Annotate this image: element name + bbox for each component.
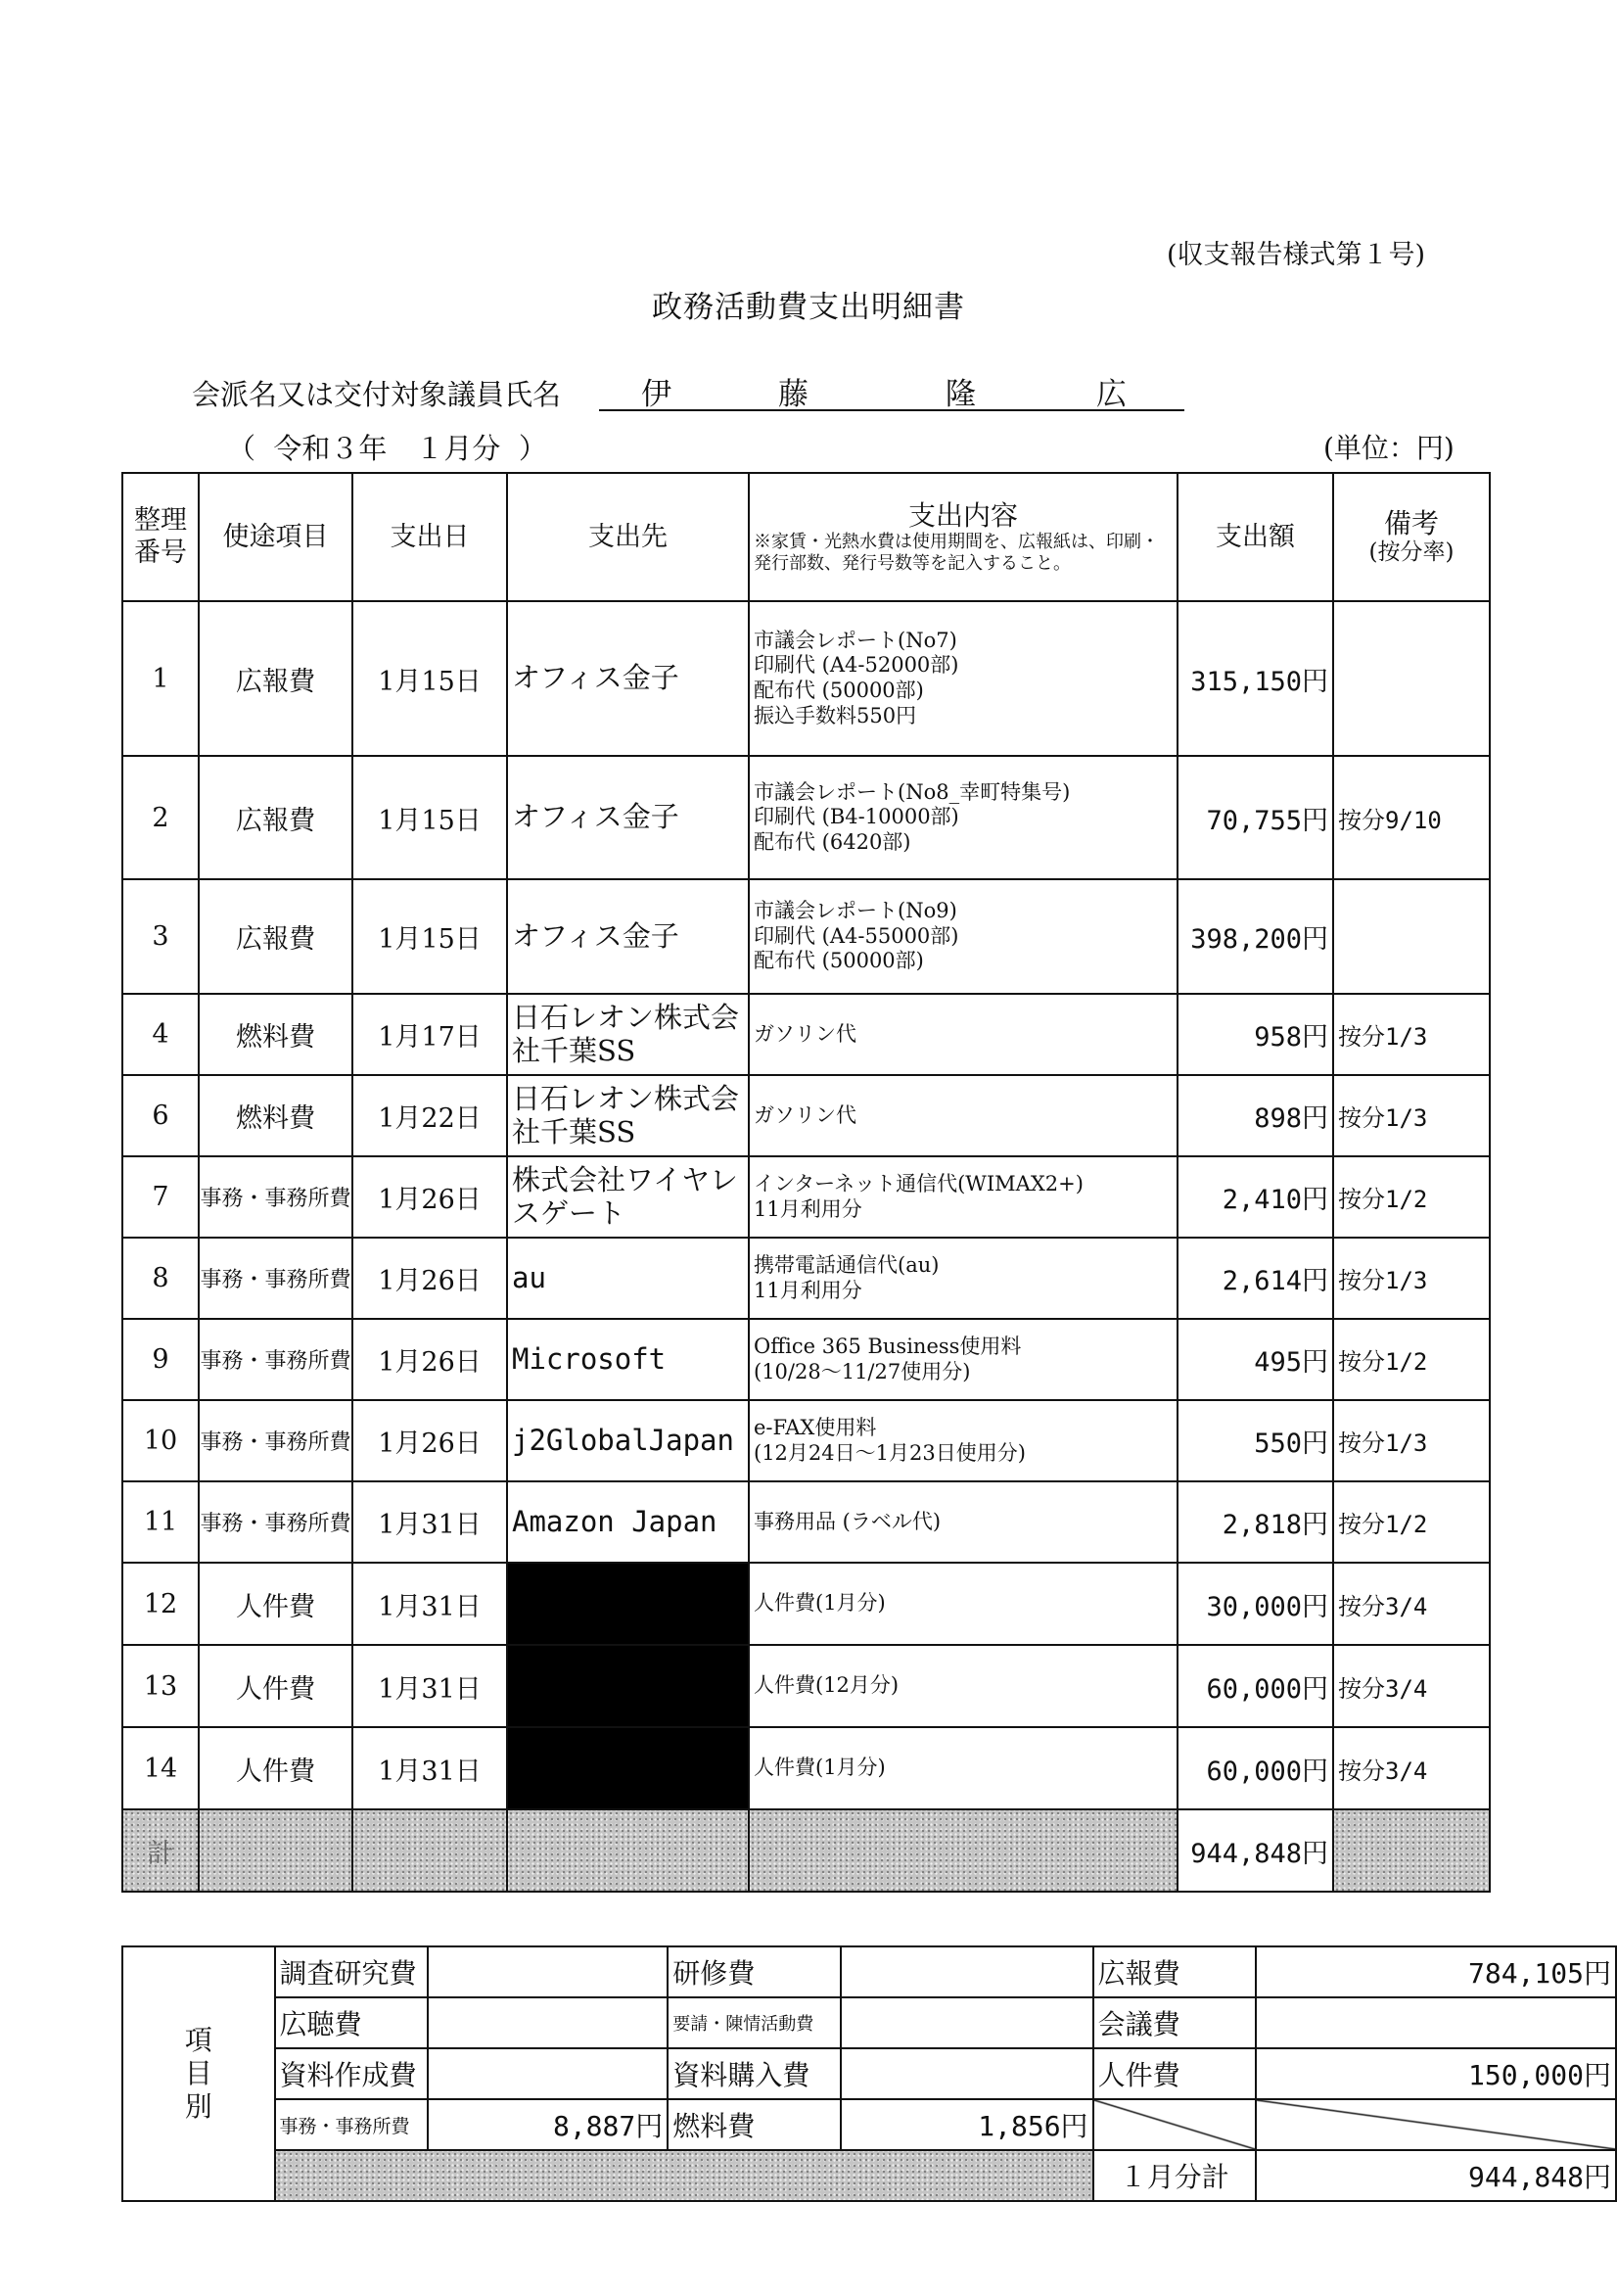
row-content (749, 879, 1178, 994)
summary-label-kouhou: 広報費 (1093, 1946, 1256, 1997)
row-payee: オフィス金子 (507, 879, 749, 994)
table-row (122, 1481, 1490, 1563)
table-row (122, 1238, 1490, 1319)
row-content-line: 配布代 (50000部) (754, 949, 924, 973)
row-date: 1月26日 (352, 1319, 507, 1400)
row-number: 13 (122, 1645, 199, 1727)
summary-value-kaigi (1256, 1997, 1616, 2048)
row-remarks (1333, 601, 1490, 756)
summary-value-kouhou: 784,105円 (1256, 1946, 1616, 1997)
header-remarks-sub: (按分率) (1368, 539, 1455, 566)
header-content-note: ※家賃・光熱水費は使用期間を、広報紙は、印刷・発行部数、発行号数等を記入すること。 (754, 532, 1159, 574)
row-date: 1月15日 (352, 601, 507, 756)
row-remarks: 按分1/2 (1333, 1481, 1490, 1563)
row-remarks: 按分1/2 (1333, 1156, 1490, 1238)
summary-label-chousa: 調査研究費 (275, 1946, 429, 1997)
row-number: 4 (122, 994, 199, 1075)
row-category: 事務・事務所費 (199, 1481, 352, 1563)
row-content-line: 携帯電話通信代(au) (754, 1252, 940, 1277)
row-number: 9 (122, 1319, 199, 1400)
row-payee: オフィス金子 (507, 601, 749, 756)
row-amount: 2,410円 (1178, 1156, 1333, 1238)
table-row (122, 756, 1490, 879)
summary-side-label (122, 1946, 275, 2201)
currency-unit: (単位：円) (1323, 432, 1455, 464)
row-date: 1月31日 (352, 1563, 507, 1645)
row-amount: 70,755円 (1178, 756, 1333, 879)
row-content-line: インターネット通信代(WIMAX2+) (754, 1171, 1084, 1195)
summary-label-shiryou-sakusei: 資料作成費 (275, 2048, 429, 2099)
summary-value-jinken: 150,000円 (1256, 2048, 1616, 2099)
total-row (122, 1809, 1490, 1892)
row-amount: 60,000円 (1178, 1727, 1333, 1809)
row-content-line: 人件費(1月分) (754, 1756, 886, 1780)
row-content-line: e-FAX使用料 (754, 1415, 877, 1439)
summary-side-char: 項 (184, 2023, 212, 2056)
row-remarks: 按分9/10 (1333, 756, 1490, 879)
recipient-name-char: 伊 (641, 377, 671, 412)
row-content-line: 人件費(1月分) (754, 1591, 886, 1616)
table-row (122, 994, 1490, 1075)
row-amount: 550円 (1178, 1400, 1333, 1481)
header-content-title: 支出内容 (907, 498, 1018, 532)
row-payee: j2GlobalJapan (507, 1400, 749, 1481)
header-category: 使途項目 (199, 473, 352, 601)
summary-value-kouchou (428, 1997, 668, 2048)
row-category: 人件費 (199, 1563, 352, 1645)
row-amount: 398,200円 (1178, 879, 1333, 994)
row-content-line: ガソリン代 (754, 1021, 856, 1046)
recipient-label: 会派名又は交付対象議員氏名 (192, 378, 562, 411)
row-content-line: 11月利用分 (754, 1278, 862, 1302)
summary-label-kaigi: 会議費 (1093, 1997, 1256, 2048)
total-shade-cell (352, 1809, 507, 1892)
row-category: 人件費 (199, 1645, 352, 1727)
recipient-name-char: 藤 (778, 377, 808, 412)
summary-month-total-label: １月分計 (1093, 2150, 1256, 2201)
summary-label-jimu: 事務・事務所費 (275, 2099, 429, 2150)
summary-slash-cell (1093, 2099, 1256, 2150)
row-content (749, 601, 1178, 756)
total-shade-cell (199, 1809, 352, 1892)
row-number: 6 (122, 1075, 199, 1156)
row-content-line: 事務用品 (ラベル代) (754, 1509, 942, 1533)
header-payee: 支出先 (507, 473, 749, 601)
row-number: 8 (122, 1238, 199, 1319)
row-date: 1月31日 (352, 1645, 507, 1727)
summary-value-shiryou-kounyu (841, 2048, 1093, 2099)
row-content-line: 印刷代 (A4-52000部) (754, 653, 959, 678)
summary-label-kouchou: 広聴費 (275, 1997, 429, 2048)
row-date: 1月15日 (352, 756, 507, 879)
row-payee-redacted (507, 1727, 749, 1809)
row-content-line: 市議会レポート(No9) (754, 899, 957, 923)
row-content (749, 1400, 1178, 1481)
row-payee: 株式会社ワイヤレスゲート (507, 1156, 749, 1238)
header-remarks (1333, 473, 1490, 601)
row-content (749, 1645, 1178, 1727)
row-category: 広報費 (199, 601, 352, 756)
row-content-line: 配布代 (6420部) (754, 829, 911, 854)
row-category: 事務・事務所費 (199, 1319, 352, 1400)
table-row (122, 1400, 1490, 1481)
row-date: 1月26日 (352, 1156, 507, 1238)
row-date: 1月15日 (352, 879, 507, 994)
row-date: 1月22日 (352, 1075, 507, 1156)
row-amount: 898円 (1178, 1075, 1333, 1156)
row-payee: Microsoft (507, 1319, 749, 1400)
row-content-line: 11月利用分 (754, 1196, 862, 1221)
total-shade-cell (507, 1809, 749, 1892)
row-payee: 日石レオン株式会社千葉SS (507, 994, 749, 1075)
row-number: 11 (122, 1481, 199, 1563)
row-content (749, 1481, 1178, 1563)
table-row (122, 601, 1490, 756)
row-number: 10 (122, 1400, 199, 1481)
row-content-line: 市議会レポート(No7) (754, 628, 957, 652)
header-amount: 支出額 (1178, 473, 1333, 601)
row-content-line: (10/28～11/27使用分) (754, 1359, 971, 1383)
header-date: 支出日 (352, 473, 507, 601)
row-remarks: 按分1/2 (1333, 1319, 1490, 1400)
table-row (122, 879, 1490, 994)
row-content-line: Office 365 Business使用料 (754, 1334, 1022, 1358)
row-content-line: 配布代 (50000部) (754, 679, 924, 702)
row-category: 広報費 (199, 756, 352, 879)
row-amount: 60,000円 (1178, 1645, 1333, 1727)
summary-value-jimu: 8,887円 (428, 2099, 668, 2150)
row-date: 1月17日 (352, 994, 507, 1075)
total-label (122, 1809, 199, 1892)
row-content (749, 994, 1178, 1075)
row-number: 1 (122, 601, 199, 756)
summary-value-yousei (841, 1997, 1093, 2048)
row-number: 14 (122, 1727, 199, 1809)
row-amount: 315,150円 (1178, 601, 1333, 756)
row-number: 3 (122, 879, 199, 994)
row-payee: Amazon Japan (507, 1481, 749, 1563)
table-header-row (122, 473, 1490, 601)
summary-label-kenshu: 研修費 (668, 1946, 840, 1997)
table-row (122, 1156, 1490, 1238)
row-remarks: 按分3/4 (1333, 1645, 1490, 1727)
summary-label-yousei: 要請・陳情活動費 (668, 1997, 840, 2048)
row-number: 2 (122, 756, 199, 879)
summary-side-char: 別 (184, 2090, 212, 2124)
row-date: 1月31日 (352, 1481, 507, 1563)
summary-month-total-value: 944,848円 (1256, 2150, 1616, 2201)
summary-table (121, 1945, 1617, 2202)
row-amount: 958円 (1178, 994, 1333, 1075)
recipient-name-char: 隆 (946, 377, 976, 412)
total-shade-cell (1333, 1809, 1490, 1892)
summary-value-shiryou-sakusei (428, 2048, 668, 2099)
row-remarks (1333, 879, 1490, 994)
row-content-line: ガソリン代 (754, 1102, 856, 1127)
row-content (749, 1727, 1178, 1809)
row-remarks: 按分1/3 (1333, 1400, 1490, 1481)
reporting-period: （ 令和３年 １月分 ） (227, 432, 547, 465)
total-shade-cell (749, 1809, 1178, 1892)
row-amount: 495円 (1178, 1319, 1333, 1400)
row-category: 燃料費 (199, 994, 352, 1075)
row-content-line: 振込手数料550円 (754, 703, 917, 727)
row-amount: 30,000円 (1178, 1563, 1333, 1645)
summary-slash-cell (1256, 2099, 1616, 2150)
row-payee-redacted (507, 1563, 749, 1645)
row-date: 1月26日 (352, 1238, 507, 1319)
summary-value-nenryou: 1,856円 (841, 2099, 1093, 2150)
table-row (122, 1645, 1490, 1727)
row-content-line: 市議会レポート(No8_幸町特集号) (754, 779, 1071, 804)
row-amount: 2,818円 (1178, 1481, 1333, 1563)
row-payee-redacted (507, 1645, 749, 1727)
form-number: (収支報告様式第１号) (1167, 240, 1426, 270)
summary-value-chousa (428, 1946, 668, 1997)
row-category: 燃料費 (199, 1075, 352, 1156)
row-remarks: 按分1/3 (1333, 1075, 1490, 1156)
table-row (122, 1319, 1490, 1400)
row-content (749, 1075, 1178, 1156)
row-payee: 日石レオン株式会社千葉SS (507, 1075, 749, 1156)
expenditure-table (121, 472, 1491, 1893)
row-content (749, 1319, 1178, 1400)
row-number: 12 (122, 1563, 199, 1645)
table-row (122, 1563, 1490, 1645)
row-category: 事務・事務所費 (199, 1156, 352, 1238)
document-title: 政務活動費支出明細書 (652, 290, 965, 325)
summary-label-nenryou: 燃料費 (668, 2099, 840, 2150)
row-content-line: 印刷代 (A4-55000部) (754, 923, 959, 948)
recipient-name-char: 広 (1096, 377, 1127, 412)
row-date: 1月26日 (352, 1400, 507, 1481)
row-amount: 2,614円 (1178, 1238, 1333, 1319)
row-number: 7 (122, 1156, 199, 1238)
row-category: 広報費 (199, 879, 352, 994)
row-content (749, 1563, 1178, 1645)
row-remarks: 按分3/4 (1333, 1727, 1490, 1809)
row-category: 人件費 (199, 1727, 352, 1809)
table-row (122, 1075, 1490, 1156)
row-category: 事務・事務所費 (199, 1238, 352, 1319)
header-remarks-title: 備考 (1383, 507, 1439, 540)
row-content-line: 印刷代 (B4-10000部) (754, 805, 959, 829)
header-no: 整理番号 (122, 473, 199, 601)
row-content-line: 人件費(12月分) (754, 1673, 900, 1698)
summary-value-kenshu (841, 1946, 1093, 1997)
summary-label-jinken: 人件費 (1093, 2048, 1256, 2099)
row-content (749, 1156, 1178, 1238)
row-remarks: 按分1/3 (1333, 994, 1490, 1075)
row-date: 1月31日 (352, 1727, 507, 1809)
row-payee: au (507, 1238, 749, 1319)
summary-label-shiryou-kounyu: 資料購入費 (668, 2048, 840, 2099)
row-remarks: 按分3/4 (1333, 1563, 1490, 1645)
table-row (122, 1727, 1490, 1809)
row-content (749, 756, 1178, 879)
row-remarks: 按分1/3 (1333, 1238, 1490, 1319)
row-payee: オフィス金子 (507, 756, 749, 879)
summary-side-char: 目 (184, 2056, 212, 2089)
row-content (749, 1238, 1178, 1319)
header-content (749, 473, 1178, 601)
total-label-text: 計 (147, 1838, 174, 1869)
row-content-line: (12月24日～1月23日使用分) (754, 1440, 1026, 1465)
summary-shade-cell (275, 2150, 1093, 2201)
total-amount: 944,848円 (1178, 1809, 1333, 1892)
row-category: 事務・事務所費 (199, 1400, 352, 1481)
